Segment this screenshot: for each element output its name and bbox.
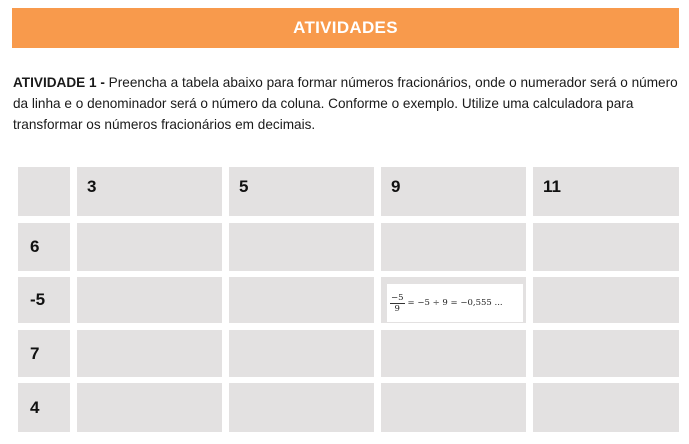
activity-instructions	[13, 72, 679, 135]
banner-title: ATIVIDADES	[293, 18, 398, 37]
table-cell[interactable]	[533, 383, 679, 432]
fraction	[390, 293, 405, 314]
table-cell[interactable]	[77, 223, 222, 271]
table-cell[interactable]	[229, 330, 374, 377]
activity-label: ATIVIDADE 1 -	[13, 75, 105, 90]
row-header-6: 6	[18, 223, 70, 271]
column-header-9: 9	[381, 167, 526, 216]
row-header-minus-5: -5	[18, 277, 70, 323]
column-header-3: 3	[77, 167, 222, 216]
column-header-11: 11	[533, 167, 679, 216]
table-cell[interactable]	[533, 277, 679, 323]
column-header-5: 5	[229, 167, 374, 216]
table-cell[interactable]	[381, 330, 526, 377]
table-cell[interactable]	[77, 383, 222, 432]
table-cell[interactable]	[533, 223, 679, 271]
table-cell[interactable]	[533, 330, 679, 377]
example-fraction	[387, 284, 523, 322]
row-header-4: 4	[18, 383, 70, 432]
activities-banner	[12, 8, 679, 48]
fraction-denominator: 9	[394, 303, 400, 314]
activity-text: Preencha a tabela abaixo para formar números fracionários, onde o numerador será o número da linha e o denominador será o número da coluna. Conforme o exemplo. Utilize uma calculadora para transformar os números fracionários em decimais.	[13, 75, 678, 132]
table-cell[interactable]	[229, 277, 374, 323]
row-header-7: 7	[18, 330, 70, 377]
fraction-numerator: −5	[391, 292, 404, 303]
table-cell[interactable]	[77, 277, 222, 323]
corner-cell	[18, 167, 70, 216]
table-cell[interactable]	[229, 223, 374, 271]
table-cell[interactable]	[229, 383, 374, 432]
table-cell[interactable]	[381, 383, 526, 432]
table-cell[interactable]	[381, 223, 526, 271]
table-cell[interactable]	[77, 330, 222, 377]
example-expression: = −5 ÷ 9 = −0,555 ...	[407, 298, 503, 308]
